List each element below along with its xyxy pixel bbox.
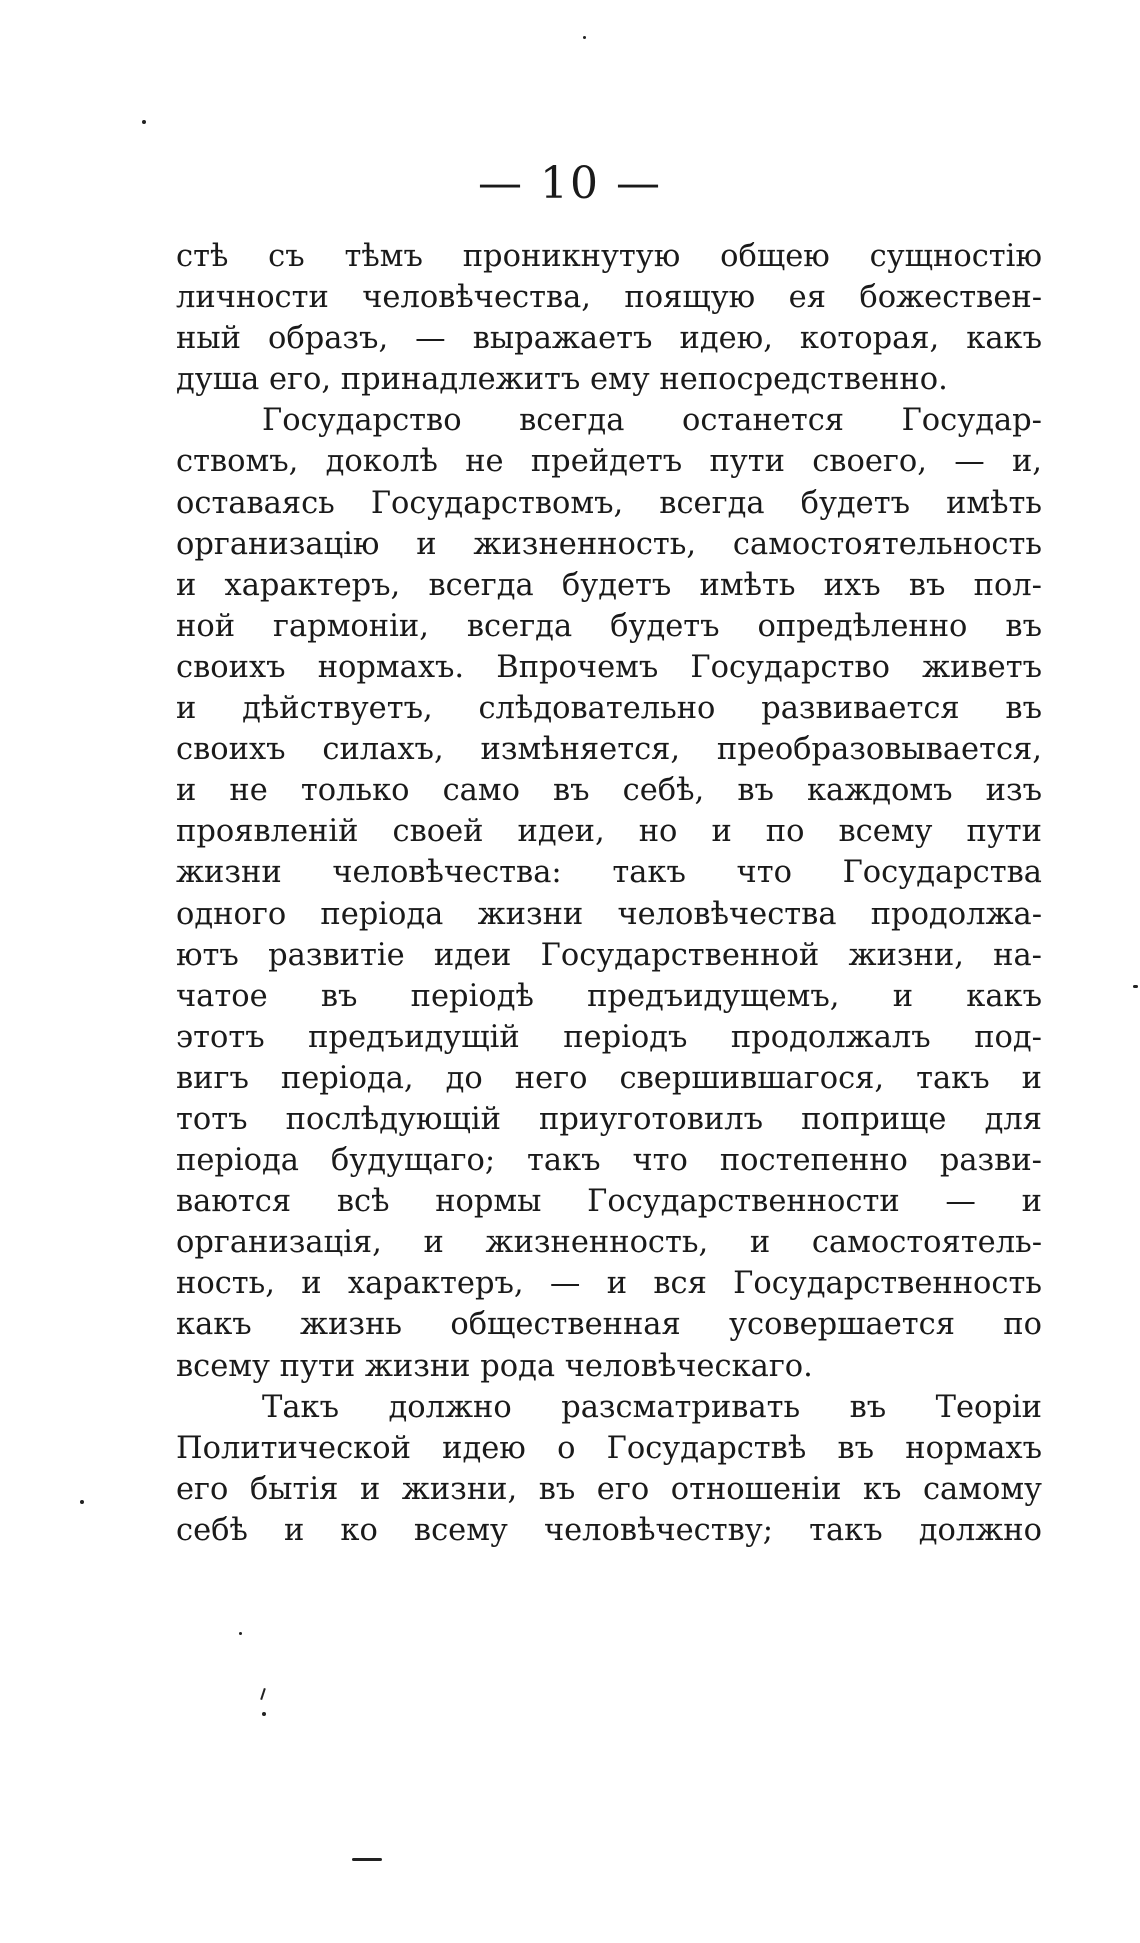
text-line: Политической идею о Государствѣ въ нормахъ (176, 1430, 1042, 1466)
scan-speck (80, 1500, 84, 1504)
text-line: себѣ и ко всему человѣчеству; такъ должно (176, 1512, 1042, 1548)
scan-speck (239, 1632, 242, 1635)
text-line: организація, и жизненность, и самостоятель- (176, 1225, 1042, 1261)
page-number: — 10 — (478, 158, 662, 209)
scan-speck (1133, 985, 1138, 988)
text-line: одного періода жизни человѣчества продолжа- (176, 896, 1042, 932)
text-line: своихъ силахъ, измѣняется, преобразовывается, (176, 732, 1042, 768)
text-line: ствомъ, доколѣ не прейдетъ пути своего, — и, (176, 444, 1042, 480)
text-line: жизни человѣчества: такъ что Государства (176, 855, 1042, 891)
text-line: организацію и жизненность, самостоятельность (176, 526, 1042, 562)
text-line: душа его, принадлежитъ ему непосредственно. (176, 362, 948, 398)
text-line: и не только само въ себѣ, въ каждомъ изъ (176, 773, 1042, 809)
text-line: ной гармоніи, всегда будетъ опредѣленно въ (176, 608, 1042, 644)
text-line: вигъ періода, до него свершившагося, такъ и (176, 1060, 1042, 1096)
scan-speck (260, 1688, 266, 1700)
text-line: своихъ нормахъ. Впрочемъ Государство живетъ (176, 649, 1042, 685)
scan-speck (583, 36, 586, 39)
text-line: этотъ предъидущій періодъ продолжалъ под- (176, 1019, 1042, 1055)
text-line: проявленій своей идеи, но и по всему пути (176, 814, 1042, 850)
text-line: личности человѣчества, поящую ея божествен- (176, 280, 1042, 316)
text-line: періода будущаго; такъ что постепенно разви- (176, 1143, 1042, 1179)
text-line: ность, и характеръ, — и вся Государственность (176, 1266, 1042, 1302)
text-line: и дѣйствуетъ, слѣдовательно развивается въ (176, 691, 1042, 727)
text-line: ный образъ, — выражаетъ идею, которая, какъ (176, 321, 1042, 357)
text-line: оставаясь Государствомъ, всегда будетъ имѣть (176, 485, 1042, 521)
text-line: чатое въ періодѣ предъидущемъ, и какъ (176, 978, 1042, 1014)
text-line: какъ жизнь общественная усовершается по (176, 1307, 1042, 1343)
body-text (176, 236, 1042, 1551)
text-line: стѣ съ тѣмъ проникнутую общею сущностію (176, 239, 1042, 274)
text-line: всему пути жизни рода человѣческаго. (176, 1348, 813, 1384)
text-line: Государство всегда останется Государ- (262, 403, 1042, 439)
scan-speck (352, 1858, 382, 1861)
text-line: ютъ развитіе идеи Государственной жизни, на- (176, 937, 1042, 973)
scan-speck (262, 1712, 266, 1716)
text-line: его бытія и жизни, въ его отношеніи къ самому (176, 1471, 1042, 1507)
text-line: ваются всѣ нормы Государственности — и (176, 1184, 1042, 1220)
scan-speck (142, 120, 146, 124)
text-line: и характеръ, всегда будетъ имѣть ихъ въ пол- (176, 567, 1042, 603)
text-line: тотъ послѣдующій приуготовилъ поприще для (176, 1101, 1042, 1137)
text-line: Такъ должно разсматривать въ Теоріи (262, 1389, 1042, 1425)
